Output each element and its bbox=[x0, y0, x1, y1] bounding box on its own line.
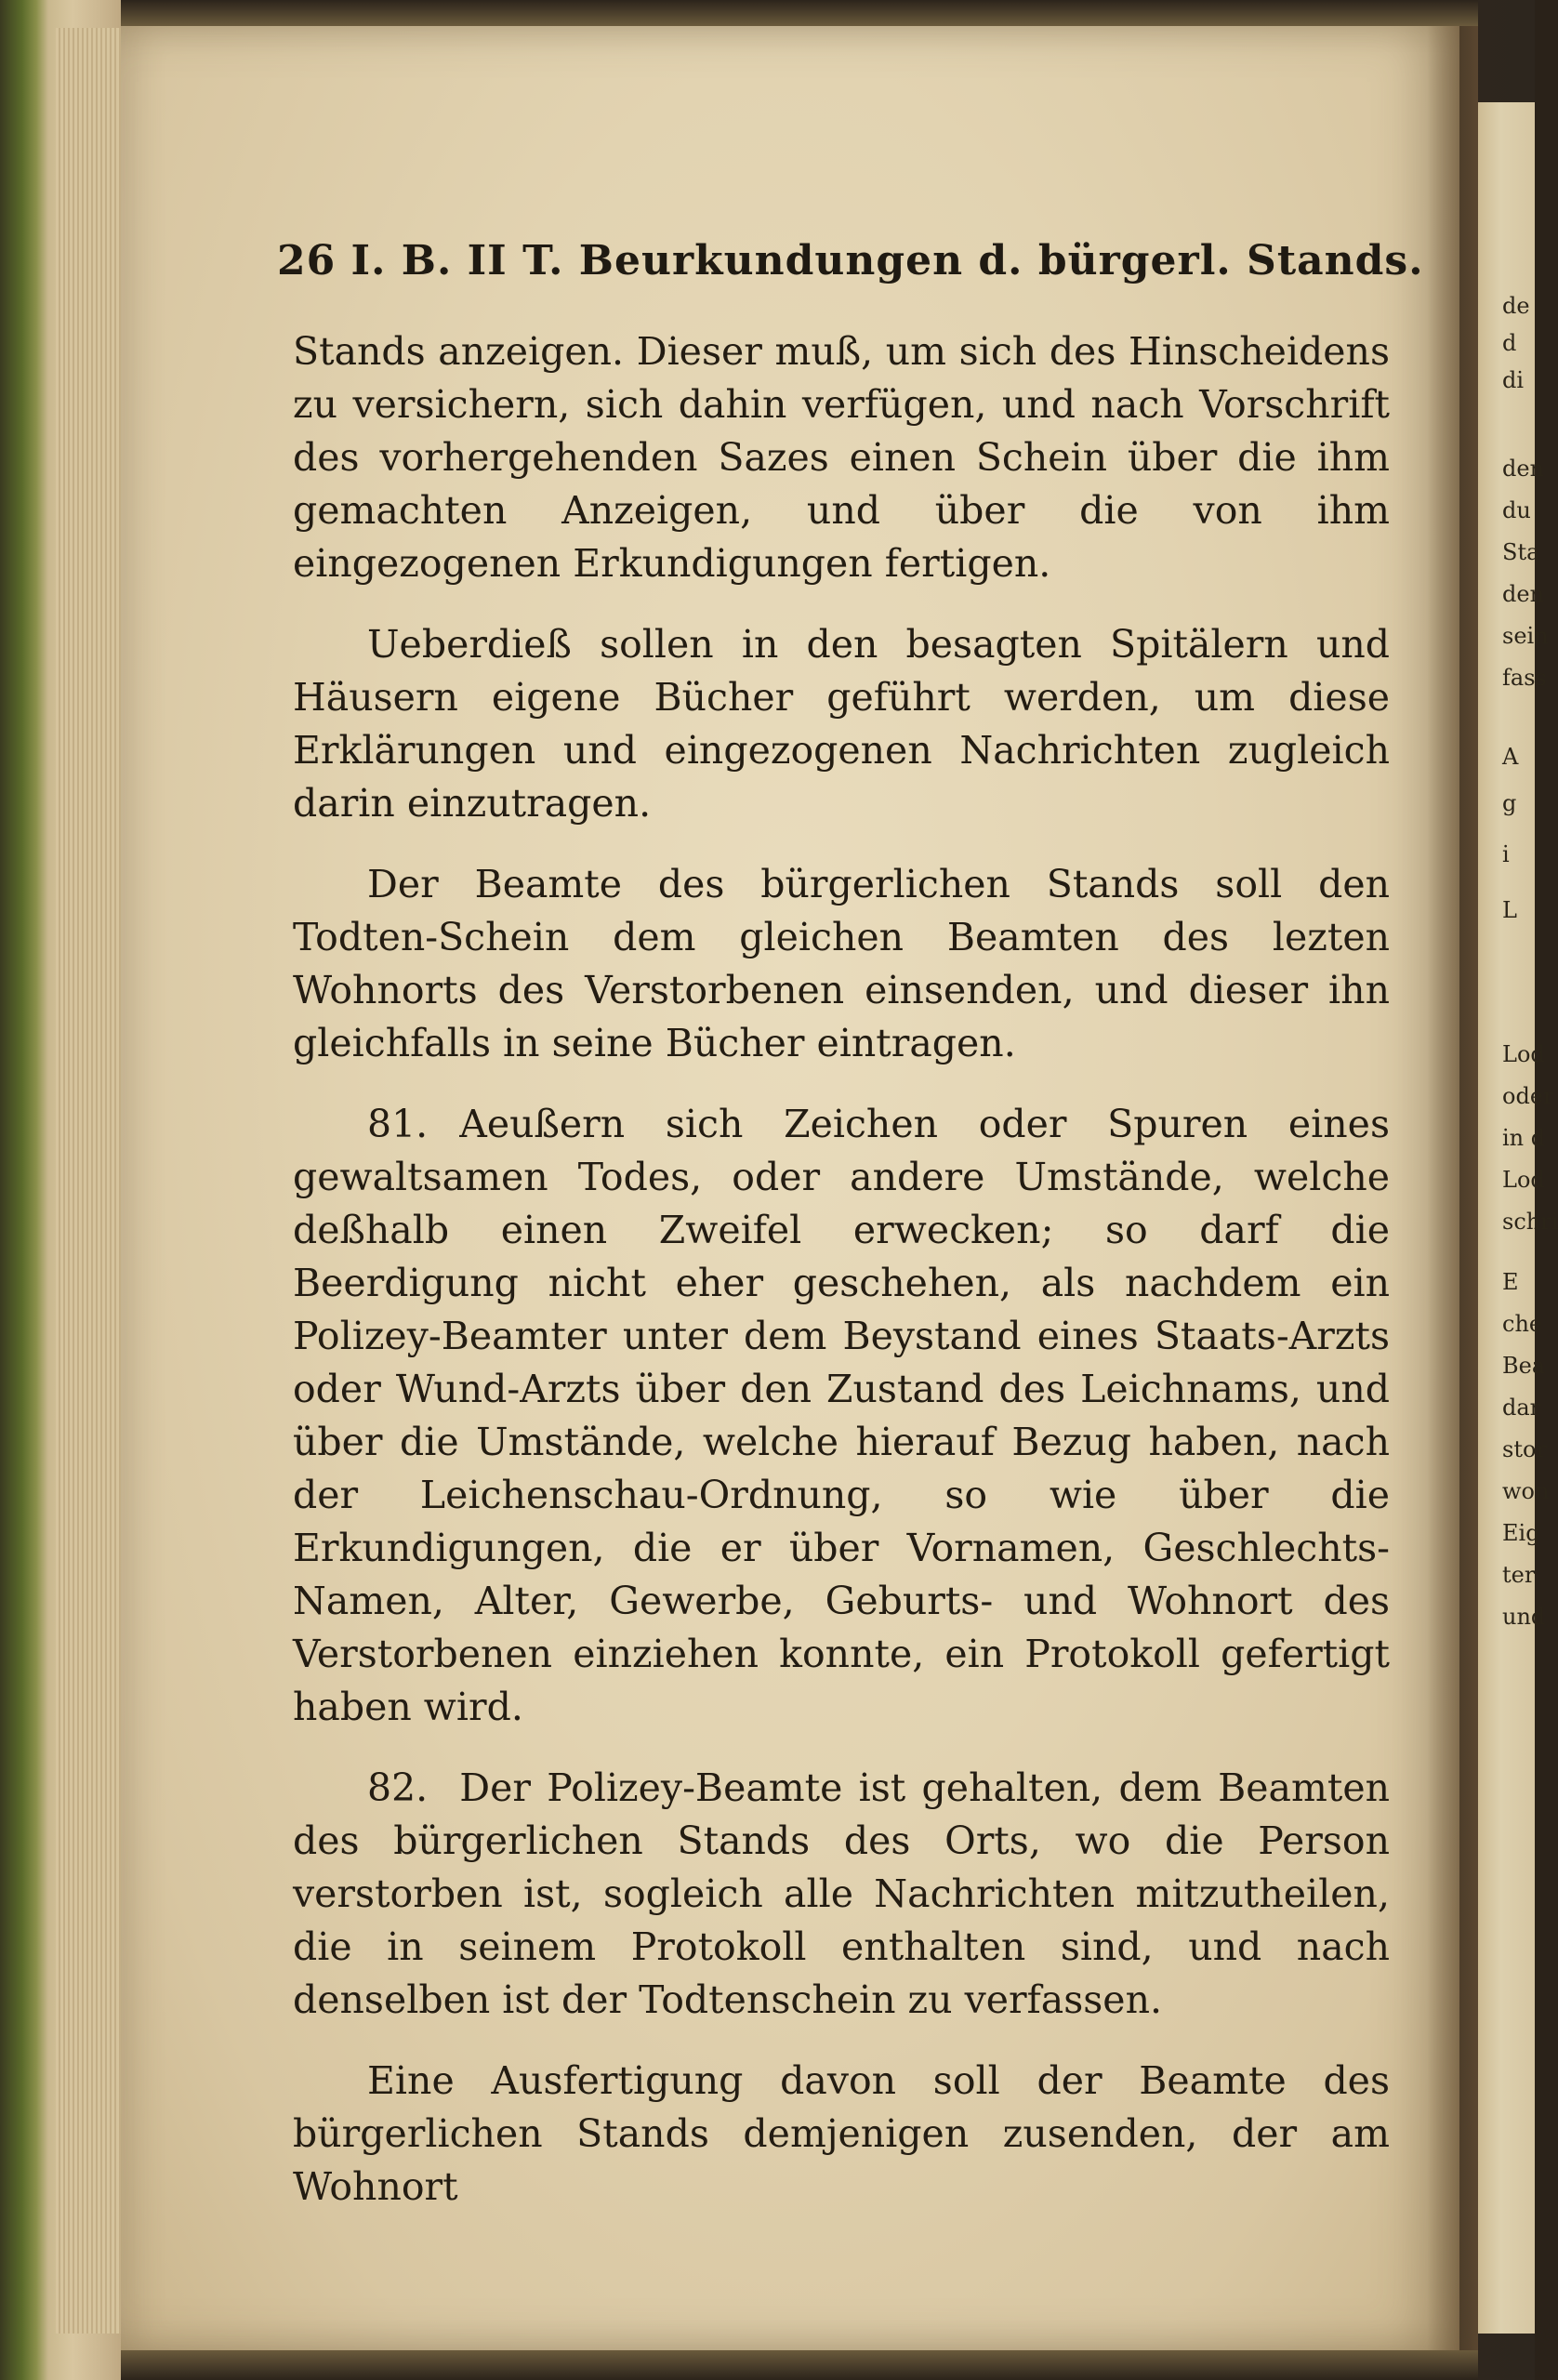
next-page-fragment: sein bbox=[1502, 623, 1549, 649]
paragraph-text: Der Polizey-Beamte ist gehalten, dem Beamten des bürgerlichen Stands des Orts, wo die Person verstorben ist, sogleich alle Nachrichten mitzutheilen, die in seinem Protokoll enthalten sind, und nach denselben ist der Todtenschein zu verfassen. bbox=[293, 1765, 1390, 2022]
next-page-fragment: A bbox=[1502, 744, 1519, 770]
running-header: 26 I. B. II T. Beurkundungen d. bürgerl. Stands. bbox=[277, 237, 1424, 284]
section-number: 82. bbox=[367, 1765, 429, 1810]
next-page-fragment: Sta bbox=[1502, 539, 1540, 565]
next-page-fragment: dar bbox=[1502, 1395, 1541, 1421]
next-page-fragment: schri bbox=[1502, 1209, 1558, 1235]
section-82 bbox=[293, 1762, 1390, 2027]
next-page-fragment: und bbox=[1502, 1604, 1546, 1630]
next-page-fragment: che bbox=[1502, 1311, 1543, 1337]
next-page-fragment: Lod bbox=[1502, 1041, 1545, 1067]
next-page-fragment: Eig bbox=[1502, 1520, 1540, 1546]
paragraph-text: Eine Ausfertigung davon soll der Beamte des bürgerlichen Stands demjenigen zusenden, der am Wohnort bbox=[293, 2058, 1390, 2209]
next-page-fragment: oder bbox=[1502, 1083, 1554, 1109]
next-page-fragment: d bbox=[1502, 330, 1517, 356]
body-text bbox=[293, 325, 1390, 2241]
next-page-fragment: de bbox=[1502, 293, 1530, 319]
paragraph-text: Der Beamte des bürgerlichen Stands soll den Todten-Schein dem gleichen Beamten des lezten Wohnorts des Verstorbenen einsenden, und dieser ihn gleichfalls in seine Bücher eintragen. bbox=[293, 862, 1390, 1065]
paragraph-text: Stands anzeigen. Dieser muß, um sich des Hinscheidens zu versichern, sich dahin verfügen, und nach Vorschrift des vorhergehenden Sazes einen Schein über die ihm gemachten Anzeigen, und über die von ihm eingezogenen Erkundigungen fertigen. bbox=[293, 329, 1390, 586]
next-page-fragment: i bbox=[1502, 841, 1510, 867]
book-top-edge bbox=[121, 0, 1478, 26]
next-page-fragment: E bbox=[1502, 1269, 1519, 1295]
next-page-fragment: in d bbox=[1502, 1125, 1546, 1151]
next-page-fragment: g bbox=[1502, 790, 1517, 816]
next-page-edge bbox=[1478, 102, 1558, 2334]
section-81 bbox=[293, 1098, 1390, 1734]
paragraph-text: Aeußern sich Zeichen oder Spuren eines gewaltsamen Todes, oder andere Umstände, welche deßhalb einen Zweifel erwecken; so darf die Beerdigung nicht eher geschehen, als nachdem ein Polizey-Beamter unter dem Beystand eines Staats-Arzts oder Wund-Arzts über den Zustand des Leichnams, und über die Umstände, welche hierauf Bezug haben, nach der Leichenschau-Ordnung, so wie über die Erkundigungen, die er über Vornamen, Geschlechts-Namen, Alter, Gewerbe, Geburts- und Wohnort des Verstorbenen einziehen konnte, ein Protokoll gefertigt haben wird. bbox=[293, 1102, 1390, 1729]
next-page-fragment: Lod bbox=[1502, 1167, 1545, 1193]
next-page-fragment: fass bbox=[1502, 665, 1547, 691]
next-page-fragment: ter bbox=[1502, 1562, 1536, 1588]
next-page-fragment: du bbox=[1502, 497, 1531, 523]
page-gutter bbox=[1427, 26, 1478, 2350]
next-page-fragment: den bbox=[1502, 456, 1545, 482]
next-page-fragment: Bea bbox=[1502, 1353, 1546, 1379]
paragraph-text: Ueberdieß sollen in den besagten Spitälern und Häusern eigene Bücher geführt werden, um diese Erklärungen und eingezogenen Nachrichten zugleich darin einzutragen. bbox=[293, 622, 1390, 826]
paragraph bbox=[293, 858, 1390, 1070]
paragraph bbox=[293, 325, 1390, 590]
next-page-fragment: stor bbox=[1502, 1436, 1547, 1462]
book-bottom-edge bbox=[121, 2350, 1478, 2380]
section-number: 81. bbox=[367, 1102, 429, 1146]
paragraph bbox=[293, 618, 1390, 830]
next-page-fragment: L bbox=[1502, 897, 1517, 923]
paragraph bbox=[293, 2055, 1390, 2214]
next-page-fragment: den bbox=[1502, 581, 1545, 607]
next-page-fragment: di bbox=[1502, 367, 1525, 393]
page-stack-edges bbox=[56, 28, 130, 2334]
next-page-fragment: won bbox=[1502, 1478, 1550, 1504]
